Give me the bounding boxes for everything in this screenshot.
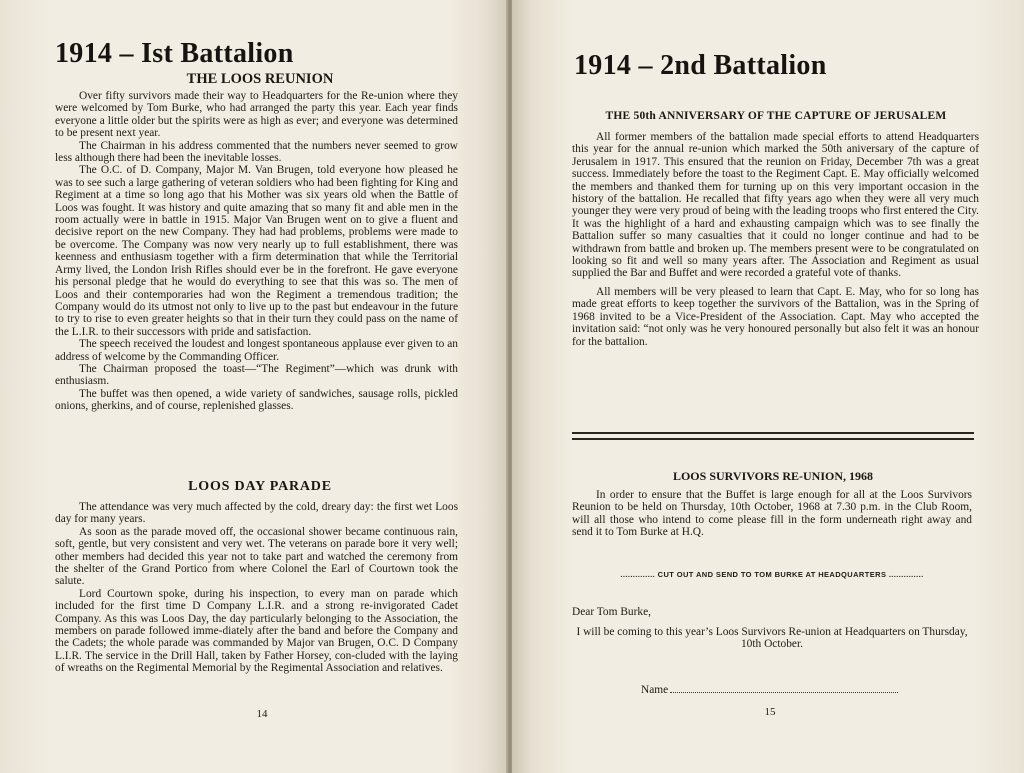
section-divider	[572, 432, 974, 440]
left-page-title: 1914 – Ist Battalion	[55, 38, 294, 69]
loos-survivors-reunion-heading: LOOS SURVIVORS RE-UNION, 1968	[672, 469, 874, 483]
form-text: I will be coming to this year’s Loos Survivors Re-union at Headquarters on Thursday, 10th October.	[576, 626, 968, 651]
loos-day-parade-heading: LOOS DAY PARADE	[188, 479, 332, 494]
right-page-title: 1914 – 2nd Battalion	[574, 50, 827, 81]
loos-reunion-body	[55, 90, 458, 413]
right-page	[512, 0, 1024, 773]
loos-reunion-heading: THE LOOS REUNION	[186, 71, 334, 87]
loos-day-parade-body	[55, 501, 458, 675]
paragraph: The Chairman in his address commented that the numbers never seemed to grow less although there had been the inevitable losses.	[55, 139, 458, 165]
left-page	[0, 0, 508, 773]
jerusalem-anniversary-heading: THE 50th ANNIVERSARY OF THE CAPTURE OF JERUSALEM	[605, 110, 947, 122]
paragraph: In order to ensure that the Buffet is large enough for all at the Loos Survivors Reunion to be held on Thursday, 10th October, 1968 at 7.30 p.m. in the Club Room, will all those who intend to come please fill in the form underneath right away and send it to Tom Burke at H.Q.	[572, 489, 972, 539]
jerusalem-anniversary-body	[572, 131, 979, 348]
name-field[interactable]	[641, 683, 898, 696]
loos-survivors-reunion-body	[572, 489, 972, 539]
paragraph: The O.C. of D. Company, Major M. Van Brugen, told everyone how pleased he was to see such a large gathering of veteran soldiers who had been fighting for King and Regiment at a time so long ago that his Mother was six years old when the Battle of Loos was fought. It was history and quite amazing that so many fit and able men in the room actually were in battle in 1915. Major Van Brugen went on to give a fluent and decisive report on the new Company. They had had problems, problems were made to be overcome. The Company was now very nearly up to full establishment, there was keenness and enthusiasm together with a firm determination that while the Territorial Army lived, the London Irish Rifles should ever be in the forefront. He gave everyone his personal pledge that he would do everything to see that this was so. The men of Loos and their contemporaries had won the Regiment a tremendous tradition; the Company would do its utmost not only to live up to the past but endeavour in the future to try to rise to even greater heights so that in their turn they could pass on the name of the L.I.R. to their successors with pride and satisfaction.	[55, 164, 458, 338]
cut-out-line: .............. CUT OUT AND SEND TO TOM BURKE AT HEADQUARTERS ..............	[620, 570, 924, 579]
name-dotted-line[interactable]	[670, 683, 898, 693]
name-label: Name	[641, 684, 669, 696]
paragraph: All former members of the battalion made special efforts to attend Headquarters this year for the annual re-union which marked the 50th aniversary of the capture of Jerusalem in 1917. This ensured that the reunion on Friday, December 7th was a great success. Immediately before the toast to the Regiment Capt. E. May officially welcomed the members and thanked them for turning up on this very important occasion in the history of the battalion. He recalled that fifty years ago when they were all very much younger they were very proud of being with the leading troops who first entered the City. It was the highlight of a hard and exhausting campaign which was to see finally the Battalion suffer so many casualties that it could no longer continue and had to be withdrawn from battle and broken up. The members present were to be congratulated on looking so fit and well so many years after. The Association and Regiment as usual supplied the Bar and Buffet and were recorded a grateful vote of thanks.	[572, 131, 979, 280]
paragraph: All members will be very pleased to learn that Capt. E. May, who for so long has made great efforts to keep together the survivors of the Battalion, was in the Spring of 1968 invited to be a Vice-President of the Association. Capt. May who accepted the invitation said: “not only was he very honoured personally but also felt it was an honour for the battalion.	[572, 285, 979, 348]
paragraph: The buffet was then opened, a wide variety of sandwiches, sausage rolls, pickled onions, gherkins, and of course, replenished glasses.	[55, 387, 458, 413]
paragraph: The speech received the loudest and longest spontaneous applause ever given to an address of welcome by the Commanding Officer.	[55, 338, 458, 363]
paragraph: As soon as the parade moved off, the occasional shower became continuous rain, soft, gentle, but very consistent and very wet. The veterans on parade bore it very well; other members had decided this year not to take part and watched the ceremony from the shelter of the Grand Portico from where Colonel the Earl of Courtown took the salute.	[55, 525, 458, 588]
form-salutation: Dear Tom Burke,	[572, 606, 652, 618]
paragraph: The attendance was very much affected by the cold, dreary day: the first wet Loos day for many years.	[55, 501, 458, 526]
paragraph: Lord Courtown spoke, during his inspection, to every man on parade which included for the first time D Company L.I.R. and a strong re-invigorated Cadet Company. As this was Loos Day, the day particularly belonging to the Association, the members on parade followed imme-diately after the band and before the Company and the Cadets; the whole parade was commanded by Major van Brugen, O.C. D Company L.I.R. The service in the Drill Hall, taken by Father Horsey, con-cluded with the laying of wreaths on the Regimental Memorial by the Regimental Association and relatives.	[55, 587, 458, 675]
page-number: 15	[764, 706, 776, 718]
page-number: 14	[256, 708, 268, 720]
paragraph: The Chairman proposed the toast—“The Regiment”—which was drunk with enthusiasm.	[55, 362, 458, 388]
paragraph: Over fifty survivors made their way to Headquarters for the Re-union where they were welcomed by Tom Burke, who had arranged the party this year. Each year finds everyone a little older but the spirits were as high as ever; and everyone was determined to be present next year.	[55, 90, 458, 140]
